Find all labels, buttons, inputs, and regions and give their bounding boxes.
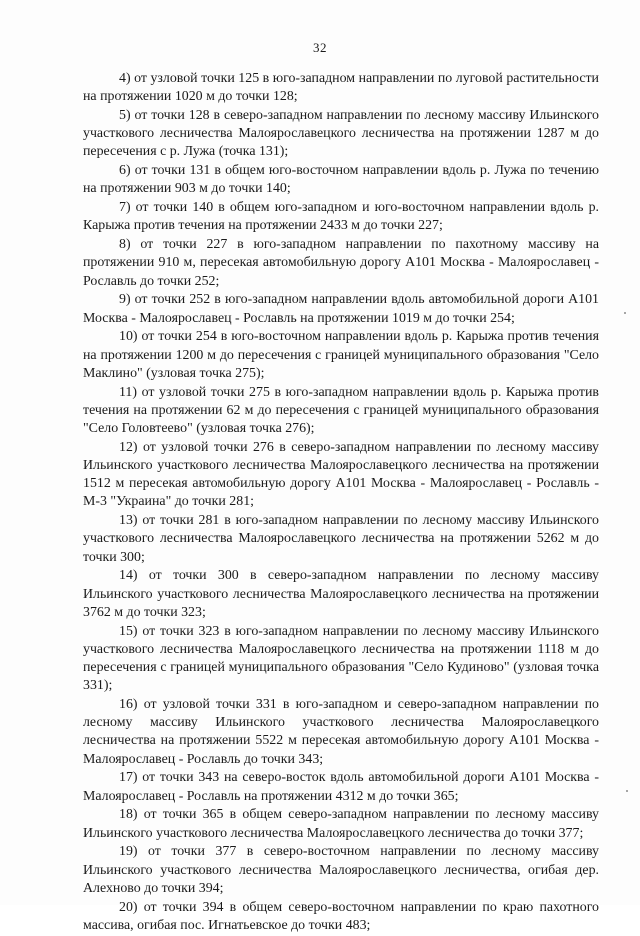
paragraph-item-6: 6) от точки 131 в общем юго-восточном направлении вдоль р. Лужа по течению на протяжении 903 м до точки 140; [83,163,599,197]
paragraph-item-8: 8) от точки 227 в юго-западном направлении по пахотному массиву на протяжении 910 м, пересекая автомобильную дорогу А101 Москва - Малоярославец - Рославль до точки 252; [83,237,599,289]
paragraph-item-12: 12) от узловой точки 276 в северо-западном направлении по лесному массиву Ильинского участкового лесничества Малоярославецкого лесничества на протяжении 1512 м пересекая автомобильную дорогу А101 Москва - Малоярославец - Рославль - М-3 "Украина" до точки 281; [83,439,599,510]
paragraph-item-4: 4) от узловой точки 125 в юго-западном направлении по луговой растительности на протяжении 1020 м до точки 128; [83,71,599,105]
page-number: 32 [313,40,327,55]
scan-speck [626,790,628,792]
paragraph-item-7: 7) от точки 140 в общем юго-западном и юго-восточном направлении вдоль р. Карыжа против течения на протяжении 2433 м до точки 227; [83,200,599,234]
paragraph-item-11: 11) от узловой точки 275 в юго-западном направлении вдоль р. Карыжа против течения на протяжении 62 м до пересечения с границей муниципального образования "Село Головтеево" (узловая точка 276); [83,384,599,437]
paragraph-item-16: 16) от узловой точки 331 в юго-западном и северо-западном направлении по лесному массиву Ильинского участкового лесничества Малоярославецкого лесничества на протяжении 5522 м пересекая автомобильную дорогу А101 Москва - Малоярославец - Рославль до точки 343; [83,697,599,767]
paragraph-item-20: 20) от точки 394 в общем северо-восточном направлении по краю пахотного массива, огибая пос. Игнатьевское до точки 483; [83,899,599,933]
paragraph-item-9: 9) от точки 252 в юго-западном направлении вдоль автомобильной дороги А101 Москва - Малоярославец - Рославль на протяжении 1019 м до точки 254; [83,292,599,326]
scan-speck [624,312,626,314]
boundary-description [83,70,599,936]
paragraph-item-15: 15) от точки 323 в юго-западном направлении по лесному массиву Ильинского участкового лесничества Малоярославецкого лесничества на протяжении 1118 м до пересечения с границей муниципального образования "Село Кудиново" (узловая точка 331); [83,623,599,694]
paragraph-item-5: 5) от точки 128 в северо-западном направлении по лесному массиву Ильинского участкового лесничества Малоярославецкого лесничества на протяжении 1287 м до пересечения с р. Лужа (точка 131); [83,108,599,160]
paragraph-item-19: 19) от точки 377 в северо-восточном направлении по лесному массиву Ильинского участкового лесничества Малоярославецкого лесничества, огибая дер. Алехново до точки 394; [83,844,599,896]
paragraph-item-17: 17) от точки 343 на северо-восток вдоль автомобильной дороги А101 Москва - Малоярославец - Рославль на протяжении 4312 м до точки 365; [83,770,599,804]
paragraph-item-14: 14) от точки 300 в северо-западном направлении по лесному массиву Ильинского участкового лесничества Малоярославецкого лесничества на протяжении 3762 м до точки 323; [83,568,599,620]
paragraph-item-10: 10) от точки 254 в юго-восточном направлении вдоль р. Карыжа против течения на протяжении 1200 м до пересечения с границей муниципального образования "Село Маклино" (узловая точка 275); [83,329,599,381]
paragraph-item-13: 13) от точки 281 в юго-западном направлении по лесному массиву Ильинского участкового лесничества Малоярославецкого лесничества на протяжении 5262 м до точки 300; [83,513,599,565]
paragraph-item-18: 18) от точки 365 в общем северо-западном направлении по лесному массиву Ильинского участкового лесничества Малоярославецкого лесничества до точки 377; [83,807,599,841]
